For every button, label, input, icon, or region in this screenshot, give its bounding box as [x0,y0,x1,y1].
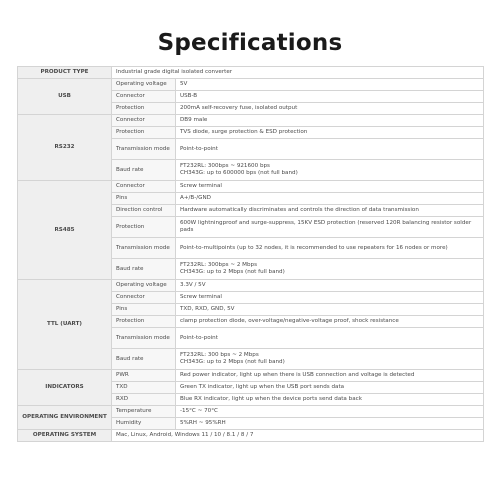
category-rs485: RS485 [18,181,112,280]
baud-rate-line: CH343G: up to 600000 bps (not full band) [180,170,298,176]
table-row [18,181,484,193]
spec-value [176,259,484,280]
spec-value: Screw terminal [176,181,484,193]
spec-label: Connector [112,292,176,304]
spec-label: Protection [112,217,176,238]
spec-label: Baud rate [112,160,176,181]
spec-label: Pins [112,304,176,316]
spec-value: Point-to-point [176,139,484,160]
spec-value [176,160,484,181]
category-rs232: RS232 [18,115,112,181]
table-row [18,430,484,442]
table-row [18,370,484,382]
spec-label: PWR [112,370,176,382]
category-usb: USB [18,79,112,115]
spec-label: Protection [112,127,176,139]
baud-rate-line: FT232RL: 300 bps ~ 2 Mbps [180,352,259,358]
category-ttl-uart: TTL (UART) [18,280,112,370]
spec-label: Humidity [112,418,176,430]
spec-value: DB9 male [176,115,484,127]
spec-value: Green TX indicator, light up when the USB port sends data [176,382,484,394]
spec-value: 200mA self-recovery fuse, isolated output [176,103,484,115]
specifications-table [17,66,484,442]
spec-value: A+/B-/GND [176,193,484,205]
table-row [18,79,484,91]
spec-value: USB-B [176,91,484,103]
baud-rate-line: CH343G: up to 2 Mbps (not full band) [180,359,285,365]
baud-rate-line: FT232RL: 300bps ~ 2 Mbps [180,262,257,268]
spec-value: clamp protection diode, over-voltage/negative-voltage proof, shock resistance [176,316,484,328]
spec-label: Temperature [112,406,176,418]
category-product-type: PRODUCT TYPE [18,67,112,79]
product-type-value: Industrial grade digital isolated converter [112,67,484,79]
spec-label: TXD [112,382,176,394]
spec-value: -15°C ~ 70°C [176,406,484,418]
category-indicators: INDICATORS [18,370,112,406]
spec-label: Operating voltage [112,79,176,91]
table-row [18,67,484,79]
spec-value: Screw terminal [176,292,484,304]
spec-value: Point-to-multipoints (up to 32 nodes, it is recommended to use repeaters for 16 nodes or more) [176,238,484,259]
spec-value: 5V [176,79,484,91]
spec-value: 600W lightningproof and surge-suppress, 15KV ESD protection (reserved 120R balancing resistor solder pads [176,217,484,238]
table-row [18,406,484,418]
page-title: Specifications [157,30,343,56]
spec-label: RXD [112,394,176,406]
category-operating-environment: OPERATING ENVIRONMENT [18,406,112,430]
spec-value: Blue RX indicator, light up when the device ports send data back [176,394,484,406]
spec-label: Pins [112,193,176,205]
spec-label: Baud rate [112,259,176,280]
spec-value: Hardware automatically discriminates and controls the direction of data transmission [176,205,484,217]
spec-label: Connector [112,91,176,103]
category-operating-system: OPERATING SYSTEM [18,430,112,442]
baud-rate-line: FT232RL: 300bps ~ 921600 bps [180,163,270,169]
baud-rate-line: CH343G: up to 2 Mbps (not full band) [180,269,285,275]
spec-label: Baud rate [112,349,176,370]
spec-value: TVS diode, surge protection & ESD protection [176,127,484,139]
spec-label: Transmission mode [112,328,176,349]
spec-label: Operating voltage [112,280,176,292]
spec-value: 3.3V / 5V [176,280,484,292]
spec-label: Transmission mode [112,139,176,160]
table-row [18,115,484,127]
table-row [18,280,484,292]
spec-value: TXD, RXD, GND, 5V [176,304,484,316]
spec-value: Point-to-point [176,328,484,349]
spec-value [176,349,484,370]
spec-label: Transmission mode [112,238,176,259]
spec-label: Protection [112,316,176,328]
spec-value: Red power indicator, light up when there is USB connection and voltage is detected [176,370,484,382]
spec-label: Connector [112,115,176,127]
spec-label: Direction control [112,205,176,217]
operating-system-value: Mac, Linux, Android, Windows 11 / 10 / 8.1 / 8 / 7 [112,430,484,442]
spec-label: Protection [112,103,176,115]
spec-label: Connector [112,181,176,193]
spec-value: 5%RH ~ 95%RH [176,418,484,430]
